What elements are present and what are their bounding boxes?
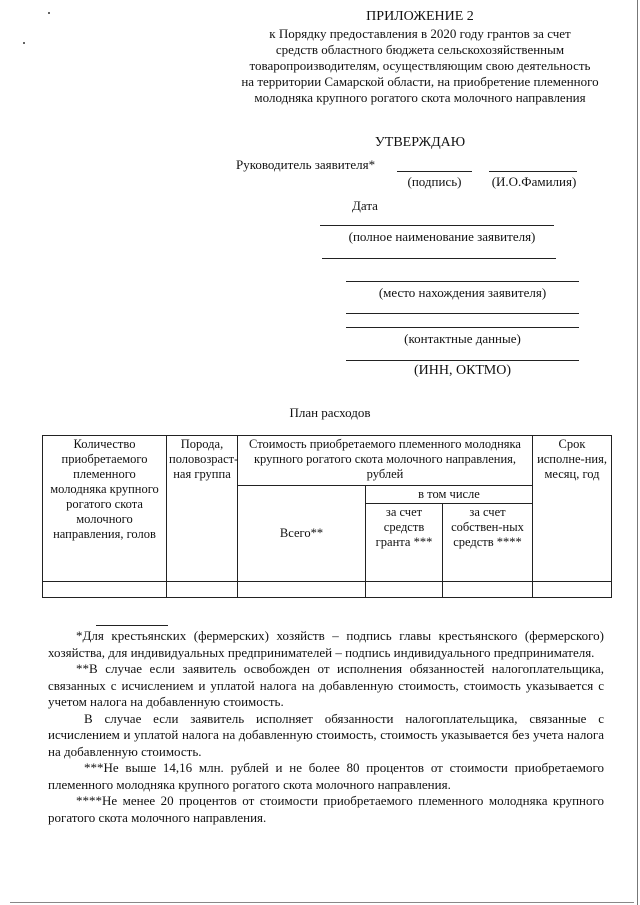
name-line (489, 171, 577, 172)
table-cell (443, 582, 533, 598)
annex-line: молодняка крупного рогатого скота молочного направления (254, 90, 586, 105)
header-term: Срок исполне-ния, месяц, год (533, 436, 612, 582)
inn-line (346, 360, 579, 361)
footnotes (48, 628, 604, 826)
header-breed: Порода, половозраст-ная группа (167, 436, 238, 582)
table-cell (533, 582, 612, 598)
inn-caption: (ИНН, ОКТМО) (413, 363, 512, 378)
signature-caption: (подпись) (407, 174, 462, 189)
header-grant-funds: за счет средств гранта *** (366, 504, 443, 582)
plan-title: План расходов (289, 405, 371, 420)
annex-line: на территории Самарской области, на приобретение племенного (241, 74, 599, 89)
annex-line: товаропроизводителям, осуществляющим свою деятельность (249, 58, 591, 73)
footnote-2b: В случае если заявитель исполняет обязанности налогоплательщика, связанные с исчислением и уплатой налога на добавленную стоимость, стоимость указывается без учета налога на добавленную стоимость. (48, 710, 604, 759)
table-cell (366, 582, 443, 598)
header-quantity: Количество приобретаемого племенного молодняка крупного рогатого скота молочного направления, голов (43, 436, 167, 582)
header-own-funds: за счет собствен-ных средств **** (443, 504, 533, 582)
contacts-line (346, 327, 579, 328)
table-cell (43, 582, 167, 598)
expense-plan-table (42, 435, 612, 598)
scan-speck (48, 12, 50, 14)
name-caption: (И.О.Фамилия) (491, 174, 577, 189)
table-cell (167, 582, 238, 598)
annex-block (210, 8, 630, 106)
applicant-head-label: Руководитель заявителя* (236, 157, 376, 172)
signature-line (397, 171, 472, 172)
footnote-4: ****Не менее 20 процентов от стоимости приобретаемого племенного молодняка крупного рогатого скота молочного направления. (48, 793, 604, 825)
table-cell (238, 582, 366, 598)
footnote-1: *Для крестьянских (фермерских) хозяйств – подпись главы крестьянского (фермерского) хозяйства, для индивидуальных предпринимателей – подпись индивидуального предпринимателя. (48, 628, 604, 660)
annex-title: ПРИЛОЖЕНИЕ 2 (366, 9, 474, 24)
location-line (346, 281, 579, 282)
location-caption: (место нахождения заявителя) (378, 285, 547, 300)
annex-line: к Порядку предоставления в 2020 году грантов за счет (269, 26, 571, 41)
date-label: Дата (352, 198, 378, 213)
fullname-line-2 (322, 258, 556, 259)
location-line-2 (346, 313, 579, 314)
header-including: в том числе (366, 486, 533, 504)
footnote-separator (96, 625, 168, 626)
page-edge (10, 902, 634, 903)
annex-line: средств областного бюджета сельскохозяйственным (275, 42, 565, 57)
table-row (43, 582, 612, 598)
approval-heading: УТВЕРЖДАЮ (374, 135, 466, 150)
scan-speck (23, 42, 25, 44)
footnote-3: ***Не выше 14,16 млн. рублей и не более 80 процентов от стоимости приобретаемого племенного молодняка крупного рогатого скота молочного направления. (48, 760, 604, 792)
fullname-caption: (полное наименование заявителя) (348, 229, 536, 244)
contacts-caption: (контактные данные) (404, 331, 521, 346)
header-total: Всего** (238, 486, 366, 582)
page-edge (637, 0, 638, 905)
header-cost: Стоимость приобретаемого племенного молодняка крупного рогатого скота молочного направления, рублей (238, 436, 533, 486)
footnote-2: **В случае если заявитель освобожден от исполнения обязанностей налогоплательщика, связанных с исчислением и уплатой налога на добавленную стоимость, стоимость указывается с учетом налога на добавленную стоимость. (48, 661, 604, 709)
fullname-line (320, 225, 554, 226)
